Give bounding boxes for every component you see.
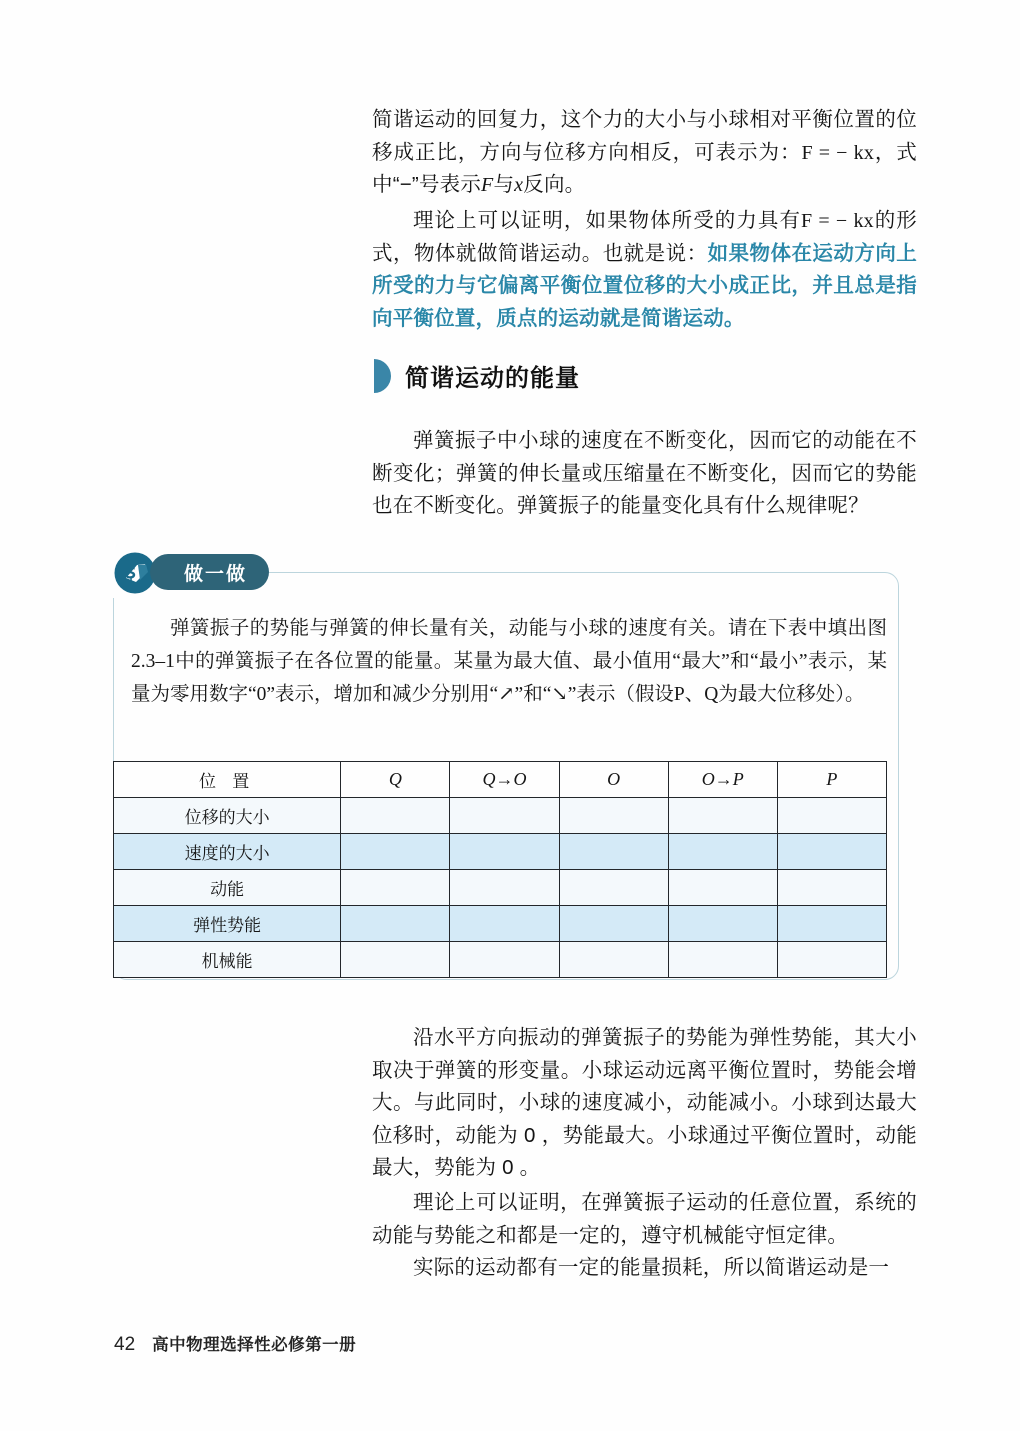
table-row — [114, 798, 887, 834]
table-header-row — [114, 762, 887, 798]
highlighted-definition: 如果物体在运动方向上所受的力与它偏离平衡位置位移的大小成正比，并且总是指向平衡位置，质点的运动就是简谐运动。 — [372, 241, 918, 330]
answer-cell[interactable] — [341, 798, 450, 834]
answer-cell[interactable] — [559, 870, 668, 906]
table-header-cell-Q-to-O — [450, 762, 559, 798]
paragraph-text: 理论上可以证明，在弹簧振子运动的任意位置，系统的动能与势能之和都是一定的，遵守机械能守恒定律。 — [372, 1191, 917, 1247]
paragraph-energy-conservation — [372, 1187, 917, 1252]
table-row — [114, 870, 887, 906]
section-marker-icon — [374, 359, 391, 393]
activity-badge-label: 做一做 — [184, 563, 248, 585]
answer-cell[interactable] — [341, 942, 450, 978]
answer-cell[interactable] — [559, 798, 668, 834]
answer-cell[interactable] — [450, 834, 559, 870]
answer-cell[interactable] — [777, 906, 886, 942]
header-label: Q — [388, 769, 402, 789]
activity-badge — [150, 554, 269, 590]
row-label: 动能 — [114, 870, 341, 906]
answer-cell[interactable] — [668, 870, 777, 906]
paragraph-text: 沿水平方向振动的弹簧振子的势能为弹性势能，其大小取决于弹簧的形变量。小球运动远离平衡位置时，势能会增大。与此同时，小球的速度减小，动能减小。小球到达最大位移时，动能为 0 ，势能最大。小球通过平衡位置时，动能最大，势能为 0 。 — [372, 1026, 917, 1179]
answer-cell[interactable] — [450, 798, 559, 834]
answer-cell[interactable] — [559, 906, 668, 942]
p2-segment-2: 的形式，物体就做简谐运动。也就是说： — [372, 209, 917, 265]
answer-cell[interactable] — [777, 798, 886, 834]
answer-cell[interactable] — [341, 834, 450, 870]
paragraph-shm-definition — [372, 205, 917, 335]
answer-cell[interactable] — [668, 834, 777, 870]
energy-table-wrapper — [113, 761, 887, 978]
paragraph-text: 实际的运动都有一定的能量损耗，所以简谐运动是一 — [413, 1256, 890, 1279]
answer-cell[interactable] — [668, 906, 777, 942]
answer-cell[interactable] — [777, 834, 886, 870]
p1-segment-3: 号表示 — [418, 173, 482, 196]
activity-instruction-text: 弹簧振子的势能与弹簧的伸长量有关，动能与小球的速度有关。请在下表中填出图2.3–1中的弹簧振子在各位置的能量。某量为最大值、最小值用“最大”和“最小”表示，某量为零用数字“0”表示，增加和减少分别用“↗”和“↘”表示（假设P、Q为最大位移处）。 — [131, 618, 887, 705]
answer-cell[interactable] — [668, 798, 777, 834]
answer-cell[interactable] — [777, 942, 886, 978]
paragraph-energy-intro — [372, 425, 917, 523]
row-label: 速度的大小 — [114, 834, 341, 870]
page-number: 42 — [114, 1334, 136, 1355]
answer-cell[interactable] — [341, 906, 450, 942]
table-row — [114, 942, 887, 978]
header-label: Q→O — [482, 769, 527, 789]
p1-segment-5: 反向。 — [523, 173, 586, 196]
table-header-cell-Q — [341, 762, 450, 798]
p2-formula: F = − kx — [801, 210, 874, 232]
row-label: 弹性势能 — [114, 906, 341, 942]
paragraph-restoring-force — [372, 104, 917, 202]
table-header-cell-O — [559, 762, 668, 798]
answer-cell[interactable] — [559, 942, 668, 978]
answer-cell[interactable] — [559, 834, 668, 870]
table-header-cell-position — [114, 762, 341, 798]
p2-segment-1: 理论上可以证明，如果物体所受的力具有 — [413, 209, 802, 232]
header-label: O→P — [701, 769, 744, 789]
header-label: P — [826, 769, 838, 789]
paragraph-text: 弹簧振子中小球的速度在不断变化，因而它的动能在不断变化；弹簧的伸长量或压缩量在不断变化，因而它的势能也在不断变化。弹簧振子的能量变化具有什么规律呢？ — [372, 429, 917, 517]
table-row — [114, 906, 887, 942]
answer-cell[interactable] — [341, 870, 450, 906]
p1-symbol-F: F — [481, 174, 494, 196]
p1-formula: F = − kx — [801, 141, 875, 164]
table-header-cell-O-to-P — [668, 762, 777, 798]
book-title: 高中物理选择性必修第一册 — [152, 1336, 357, 1354]
energy-table — [113, 761, 887, 978]
answer-cell[interactable] — [450, 906, 559, 942]
header-label: 位 置 — [199, 772, 256, 791]
p1-segment-1: 简谐运动的回复力，这个力的大小与小球相对平衡位置的位移成正比，方向与位移方向相反，可表示为： — [372, 108, 917, 164]
paragraph-elastic-pe — [372, 1022, 917, 1185]
section-heading — [374, 358, 580, 393]
row-label: 位移的大小 — [114, 798, 341, 834]
row-label: 机械能 — [114, 942, 341, 978]
table-row — [114, 834, 887, 870]
page-footer — [114, 1331, 356, 1356]
paragraph-energy-loss — [372, 1252, 917, 1285]
answer-cell[interactable] — [450, 870, 559, 906]
paragraph-text — [372, 104, 917, 202]
header-label: O — [607, 769, 621, 789]
answer-cell[interactable] — [668, 942, 777, 978]
table-header-cell-P — [777, 762, 886, 798]
answer-cell[interactable] — [777, 870, 886, 906]
p1-segment-2: ，式中 — [372, 140, 917, 196]
p1-segment-4: 与 — [493, 173, 515, 196]
p1-symbol-x: x — [514, 174, 524, 196]
paragraph-text — [372, 205, 917, 335]
section-heading-text: 简谐运动的能量 — [405, 365, 580, 392]
p1-minus-quote: “−” — [392, 173, 419, 196]
answer-cell[interactable] — [450, 942, 559, 978]
